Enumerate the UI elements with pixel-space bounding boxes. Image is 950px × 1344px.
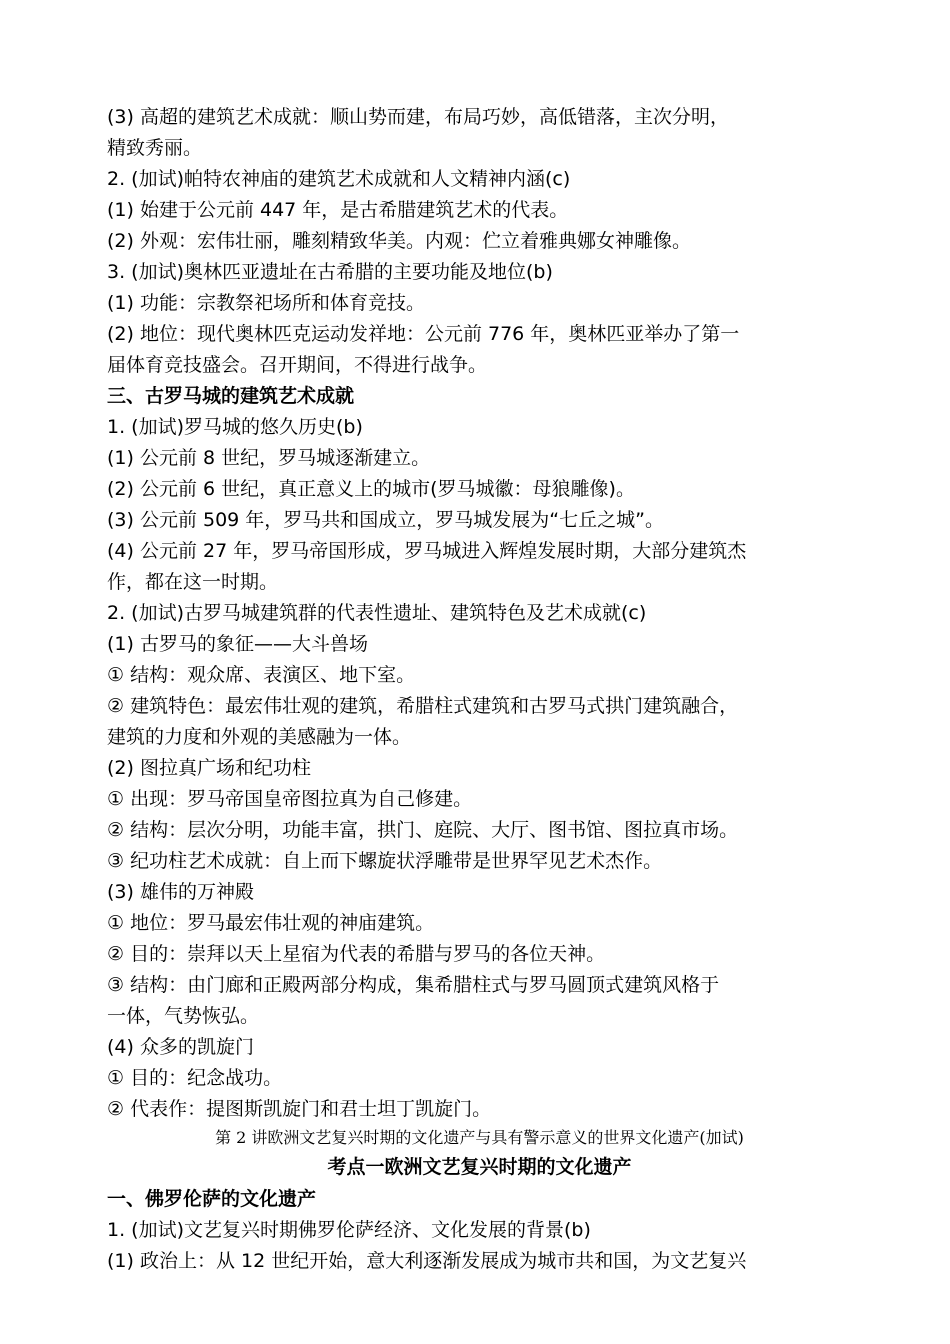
text-line: (2) 图拉真广场和纪功柱 — [107, 757, 311, 779]
heading-line: 2. (加试)帕特农神庙的建筑艺术成就和人文精神内涵(c) — [107, 168, 571, 190]
lecture-title: 第 2 讲欧洲文艺复兴时期的文化遗产与具有警示意义的世界文化遗产(加试) — [215, 1128, 744, 1147]
text-line: 精致秀丽。 — [107, 137, 203, 159]
document-page — [107, 102, 852, 1277]
text-line: 建筑的力度和外观的美感融为一体。 — [107, 726, 412, 748]
text-line: (3) 雄伟的万神殿 — [107, 881, 254, 903]
heading-line: 2. (加试)古罗马城建筑群的代表性遗址、建筑特色及艺术成就(c) — [107, 602, 647, 624]
text-line: (2) 地位：现代奥林匹克运动发祥地：公元前 776 年，奥林匹亚举办了第一 — [107, 323, 740, 345]
text-line: (3) 公元前 509 年，罗马共和国成立，罗马城发展为“七丘之城”。 — [107, 509, 664, 531]
text-line: (3) 高超的建筑艺术成就：顺山势而建，布局巧妙，高低错落，主次分明， — [107, 106, 729, 128]
text-line: ① 目的：纪念战功。 — [107, 1067, 283, 1089]
text-line: ② 目的：崇拜以天上星宿为代表的希腊与罗马的各位天神。 — [107, 943, 606, 965]
topic-title: 考点一欧洲文艺复兴时期的文化遗产 — [327, 1156, 632, 1178]
text-line: ② 建筑特色：最宏伟壮观的建筑，希腊柱式建筑和古罗马式拱门建筑融合， — [107, 695, 739, 717]
text-line: (1) 政治上：从 12 世纪开始，意大利逐渐发展成为城市共和国，为文艺复兴 — [107, 1250, 747, 1272]
heading-line: 1. (加试)罗马城的悠久历史(b) — [107, 416, 363, 438]
text-line: ③ 纪功柱艺术成就：自上而下螺旋状浮雕带是世界罕见艺术杰作。 — [107, 850, 663, 872]
text-line: (2) 外观：宏伟壮丽，雕刻精致华美。内观：伫立着雅典娜女神雕像。 — [107, 230, 691, 252]
text-line: ① 出现：罗马帝国皇帝图拉真为自己修建。 — [107, 788, 473, 810]
text-line: (1) 功能：宗教祭祀场所和体育竞技。 — [107, 292, 425, 314]
text-line: (4) 众多的凯旋门 — [107, 1036, 254, 1058]
text-line: (2) 公元前 6 世纪，真正意义上的城市(罗马城徽：母狼雕像)。 — [107, 478, 635, 500]
text-line: ③ 结构：由门廊和正殿两部分构成，集希腊柱式与罗马圆顶式建筑风格于 — [107, 974, 720, 996]
text-line: 作，都在这一时期。 — [107, 571, 279, 593]
text-line: 届体育竞技盛会。召开期间，不得进行战争。 — [107, 354, 488, 376]
heading-line: 3. (加试)奥林匹亚遗址在古希腊的主要功能及地位(b) — [107, 261, 553, 283]
text-line: ② 代表作：提图斯凯旋门和君士坦丁凯旋门。 — [107, 1098, 492, 1120]
text-line: (1) 始建于公元前 447 年，是古希腊建筑艺术的代表。 — [107, 199, 569, 221]
text-line: (4) 公元前 27 年，罗马帝国形成，罗马城进入辉煌发展时期，大部分建筑杰 — [107, 540, 747, 562]
text-line: (1) 古罗马的象征——大斗兽场 — [107, 633, 368, 655]
text-line: ① 结构：观众席、表演区、地下室。 — [107, 664, 416, 686]
section-heading: 一、佛罗伦萨的文化遗产 — [107, 1188, 317, 1210]
text-line: (1) 公元前 8 世纪，罗马城逐渐建立。 — [107, 447, 431, 469]
text-line: ② 结构：层次分明，功能丰富，拱门、庭院、大厅、图书馆、图拉真市场。 — [107, 819, 739, 841]
text-line: ① 地位：罗马最宏伟壮观的神庙建筑。 — [107, 912, 435, 934]
text-line: 一体，气势恢弘。 — [107, 1005, 260, 1027]
heading-line: 1. (加试)文艺复兴时期佛罗伦萨经济、文化发展的背景(b) — [107, 1219, 591, 1241]
section-heading: 三、古罗马城的建筑艺术成就 — [107, 385, 355, 407]
